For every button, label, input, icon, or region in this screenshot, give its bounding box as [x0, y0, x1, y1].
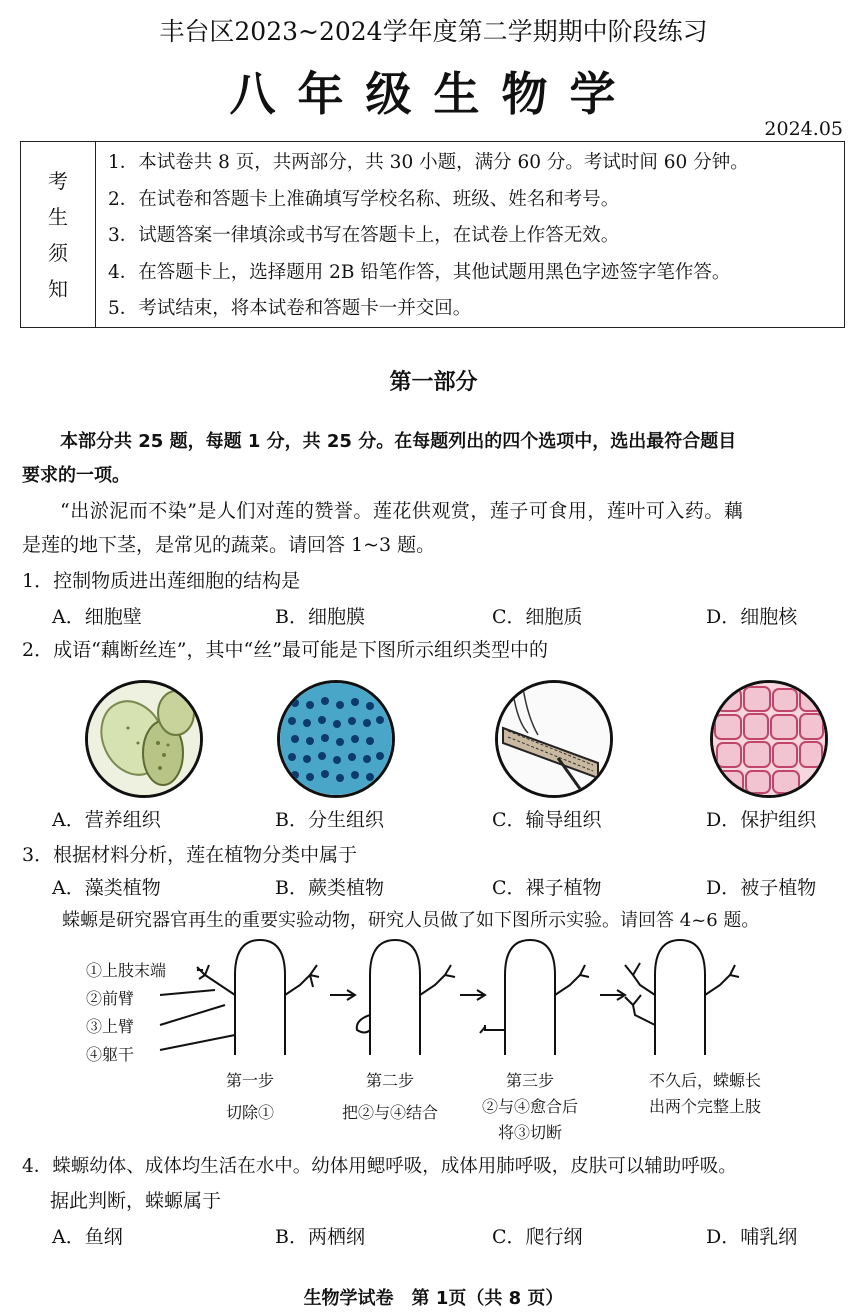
material-2: 蝾螈是研究器官再生的重要实验动物，研究人员做了如下图所示实验。请回答 4~6 题。 [62, 910, 760, 931]
step-desc: 切除① [225, 1103, 274, 1122]
material-1 [22, 494, 847, 562]
step-title: 第三步 [505, 1071, 554, 1090]
q2-option-b[interactable]: B．分生组织 [275, 809, 384, 831]
q3-option-c[interactable]: C．裸子植物 [492, 877, 602, 899]
step-desc: ②与④愈合后 [481, 1097, 578, 1116]
tissue-image-meristem [277, 680, 395, 798]
exam-date: 2024.05 [764, 118, 843, 140]
notice-item: 5．考试结束，将本试卷和答题卡一并交回。 [108, 298, 472, 319]
notice-label-char: 考 [48, 168, 68, 193]
notice-item: 4．在答题卡上，选择题用 2B 铅笔作答，其他试题用黑色字迹签字笔作答。 [108, 261, 731, 283]
step-desc: 出两个完整上肢 [648, 1097, 761, 1116]
question-1-stem: 1．控制物质进出莲细胞的结构是 [22, 570, 301, 592]
exam-main-title: 八年级生物学 [229, 67, 638, 121]
section-title: 第一部分 [389, 370, 478, 395]
q1-option-d[interactable]: D．细胞核 [706, 606, 798, 628]
section-intro-line: 要求的一项。 [22, 465, 130, 486]
tissue-image-protective [710, 680, 828, 798]
step-desc: 将③切断 [497, 1123, 562, 1142]
notice-label [21, 142, 96, 327]
q2-option-a[interactable]: A．营养组织 [52, 809, 161, 831]
q4-option-d[interactable]: D．哺乳纲 [706, 1226, 798, 1248]
page-footer: 生物学试卷 第 1页（共 8 页） [303, 1288, 564, 1309]
figure-label-forearm: ②前臂 [86, 989, 135, 1008]
step-title: 不久后，蝾螈长 [648, 1071, 761, 1090]
section-intro-line: 本部分共 25 题，每题 1 分，共 25 分。在每题列出的四个选项中，选出最符合题目 [60, 431, 737, 452]
q2-option-c[interactable]: C．输导组织 [492, 809, 602, 831]
question-2-stem: 2．成语“藕断丝连”，其中“丝”最可能是下图所示组织类型中的 [22, 639, 548, 661]
result-caption [630, 1068, 780, 1120]
notice-label-char: 生 [48, 204, 68, 229]
figure-label-hand: ①上肢末端 [86, 961, 167, 980]
step-1-caption [205, 1068, 295, 1126]
material-line: 是莲的地下茎，是常见的蔬菜。请回答 1~3 题。 [22, 534, 436, 556]
figure-label-upper-arm: ③上臂 [86, 1017, 135, 1036]
salamander-experiment-figure [85, 935, 785, 1065]
notice-label-char: 须 [48, 240, 68, 265]
q4-option-a[interactable]: A．鱼纲 [52, 1226, 123, 1248]
notice-items [96, 142, 844, 327]
notice-item: 3．试题答案一律填涂或书写在答题卡上，在试卷上作答无效。 [108, 225, 620, 246]
q2-option-d[interactable]: D．保护组织 [706, 809, 817, 831]
q1-option-c[interactable]: C．细胞质 [492, 606, 583, 628]
exam-notice-box [20, 141, 845, 328]
material-line: “出淤泥而不染”是人们对莲的赞誉。莲花供观赏，莲子可食用，莲叶可入药。藕 [60, 500, 744, 522]
question-4-stem-line2: 据此判断，蝾螈属于 [50, 1190, 222, 1212]
exam-header-title: 丰台区2023~2024学年度第二学期期中阶段练习 [159, 17, 708, 46]
section-intro [22, 425, 847, 493]
question-4-stem-line1: 4．蝾螈幼体、成体均生活在水中。幼体用鳃呼吸，成体用肺呼吸，皮肤可以辅助呼吸。 [22, 1156, 737, 1177]
notice-label-char: 知 [48, 276, 68, 301]
tissue-image-vascular [495, 680, 613, 798]
q3-option-b[interactable]: B．蕨类植物 [275, 877, 384, 899]
step-desc: 把②与④结合 [341, 1103, 438, 1122]
q4-option-b[interactable]: B．两栖纲 [275, 1226, 365, 1248]
step-title: 第二步 [365, 1071, 414, 1090]
notice-item: 1．本试卷共 8 页，共两部分，共 30 小题，满分 60 分。考试时间 60 分钟。 [108, 152, 749, 173]
notice-item: 2．在试卷和答题卡上准确填写学校名称、班级、姓名和考号。 [108, 188, 620, 210]
q1-option-a[interactable]: A．细胞壁 [52, 606, 142, 628]
question-3-stem: 3．根据材料分析，莲在植物分类中属于 [22, 844, 358, 866]
step-2-caption [330, 1068, 450, 1126]
step-title: 第一步 [225, 1071, 274, 1090]
q4-option-c[interactable]: C．爬行纲 [492, 1226, 583, 1248]
step-3-caption [470, 1068, 590, 1146]
q3-option-d[interactable]: D．被子植物 [706, 877, 817, 899]
figure-label-trunk: ④躯干 [86, 1045, 135, 1064]
q1-option-b[interactable]: B．细胞膜 [275, 606, 365, 628]
tissue-image-nutrient [85, 680, 203, 798]
q3-option-a[interactable]: A．藻类植物 [52, 877, 161, 899]
